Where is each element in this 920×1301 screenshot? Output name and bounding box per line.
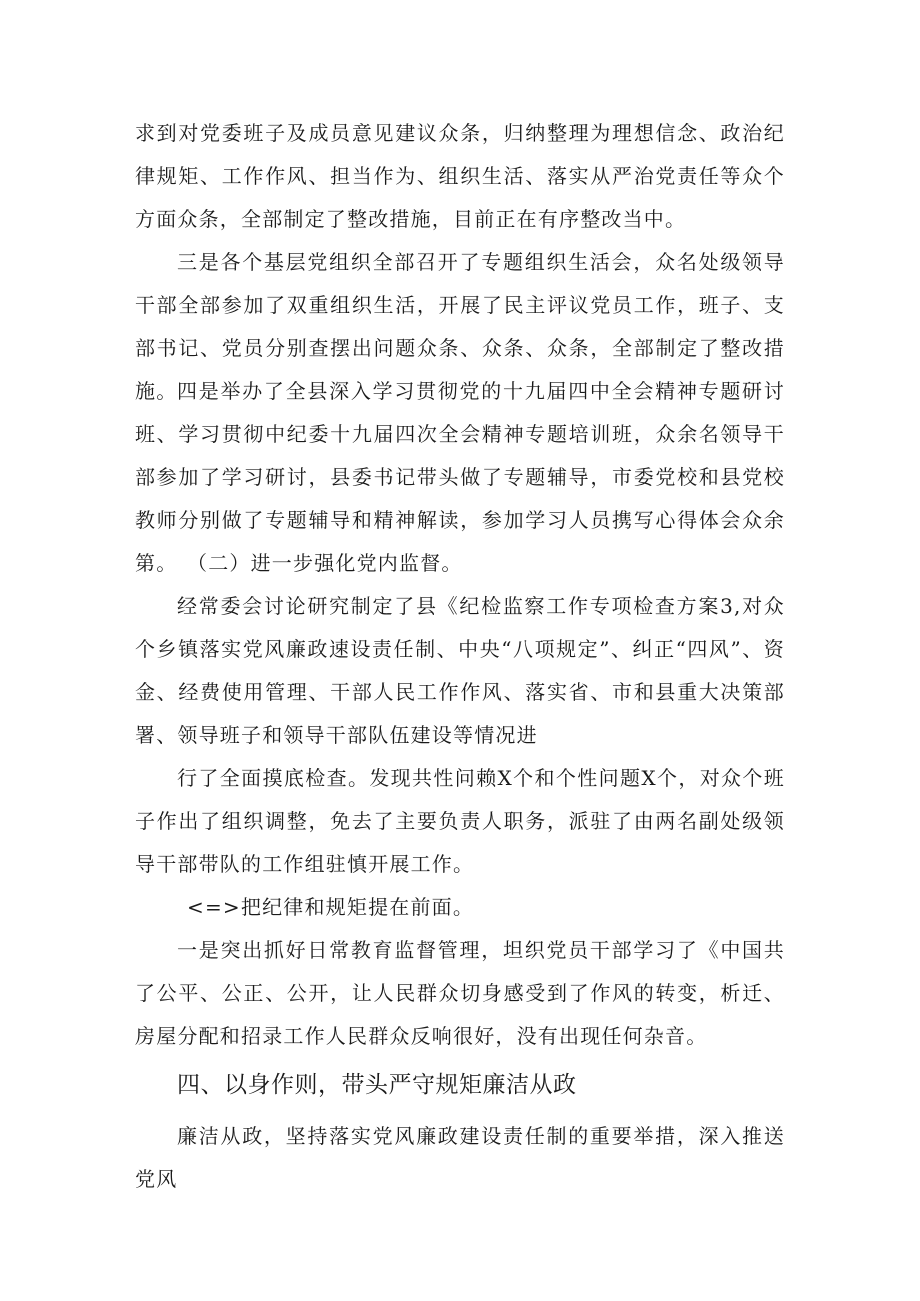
paragraph-inspection-results: 行了全面摸底检查。发现共性问赖X个和个性问题X个，对众个班子作出了组织调整，免去了主要负责人职务，派驻了由两名副处级领导干部带队的工作组驻慎开展工作。 <box>135 766 785 876</box>
section-heading-four: 四、以身作则，带头严守规矩廉洁从政 <box>177 1072 577 1098</box>
subheading-strengthen-supervision: （二）进一步强化党内监督。 <box>187 551 463 575</box>
paragraph-special-inspection: 经常委会讨论研究制定了县《纪检监察工作专项检查方案3,对众个乡镇落实党风廉政速设责任制、中央“八项规定”、纠正“四风”、资金、经费使用管理、干部人民工作作风、落实省、市和县重大决策部署、领导班子和领导干部队伍建设等情况进 <box>135 594 785 747</box>
paragraph-clean-governance: 廉洁从政，坚持落实党风廉政建设责任制的重要举措，深入推送党风 <box>135 1124 785 1191</box>
paragraph-rectification-measures: 求到对党委班子及成员意见建议众条，归纳整理为理想信念、政治纪律规矩、工作作风、担当作为、组织生活、落实从严治党责任等众个方面众条，全部制定了整改措施，目前正在有序整改当中。 <box>135 121 785 231</box>
subheading-discipline-rules: <=>把纪律和规矩提在前面。 <box>187 895 475 919</box>
paragraph-point-three: 三是各个基层党组织全部召开了专题组织生活会，众名处级领导干部全部参加了双重组织生活，开展了民主评议党员工作，班子、支部书记、党员分别查摆出问题众条、众条、众条，全部制定了整改措施。 <box>135 250 785 403</box>
paragraph-daily-supervision: 一是突出抓好日常教育监督管理，坦织党员干部学习了《中国共了公平、公正、公开，让人民群众切身感受到了作风的转变，析迁、房屋分配和招录工作人民群众反响很好，没有出现任何杂音。 <box>135 938 785 1048</box>
paragraph-point-four: 四是举办了全县深入学习贯彻党的十九届四中全会精神专题研讨班、学习贯彻中纪委十九届四次全会精神专题培训班，众余名领导干部参加了学习研讨，县委书记带头做了专题辅导，市委党校和县党校教师分别做了专题辅导和精神解读，参加学习人员携写心得体会众余第。 <box>135 379 785 575</box>
